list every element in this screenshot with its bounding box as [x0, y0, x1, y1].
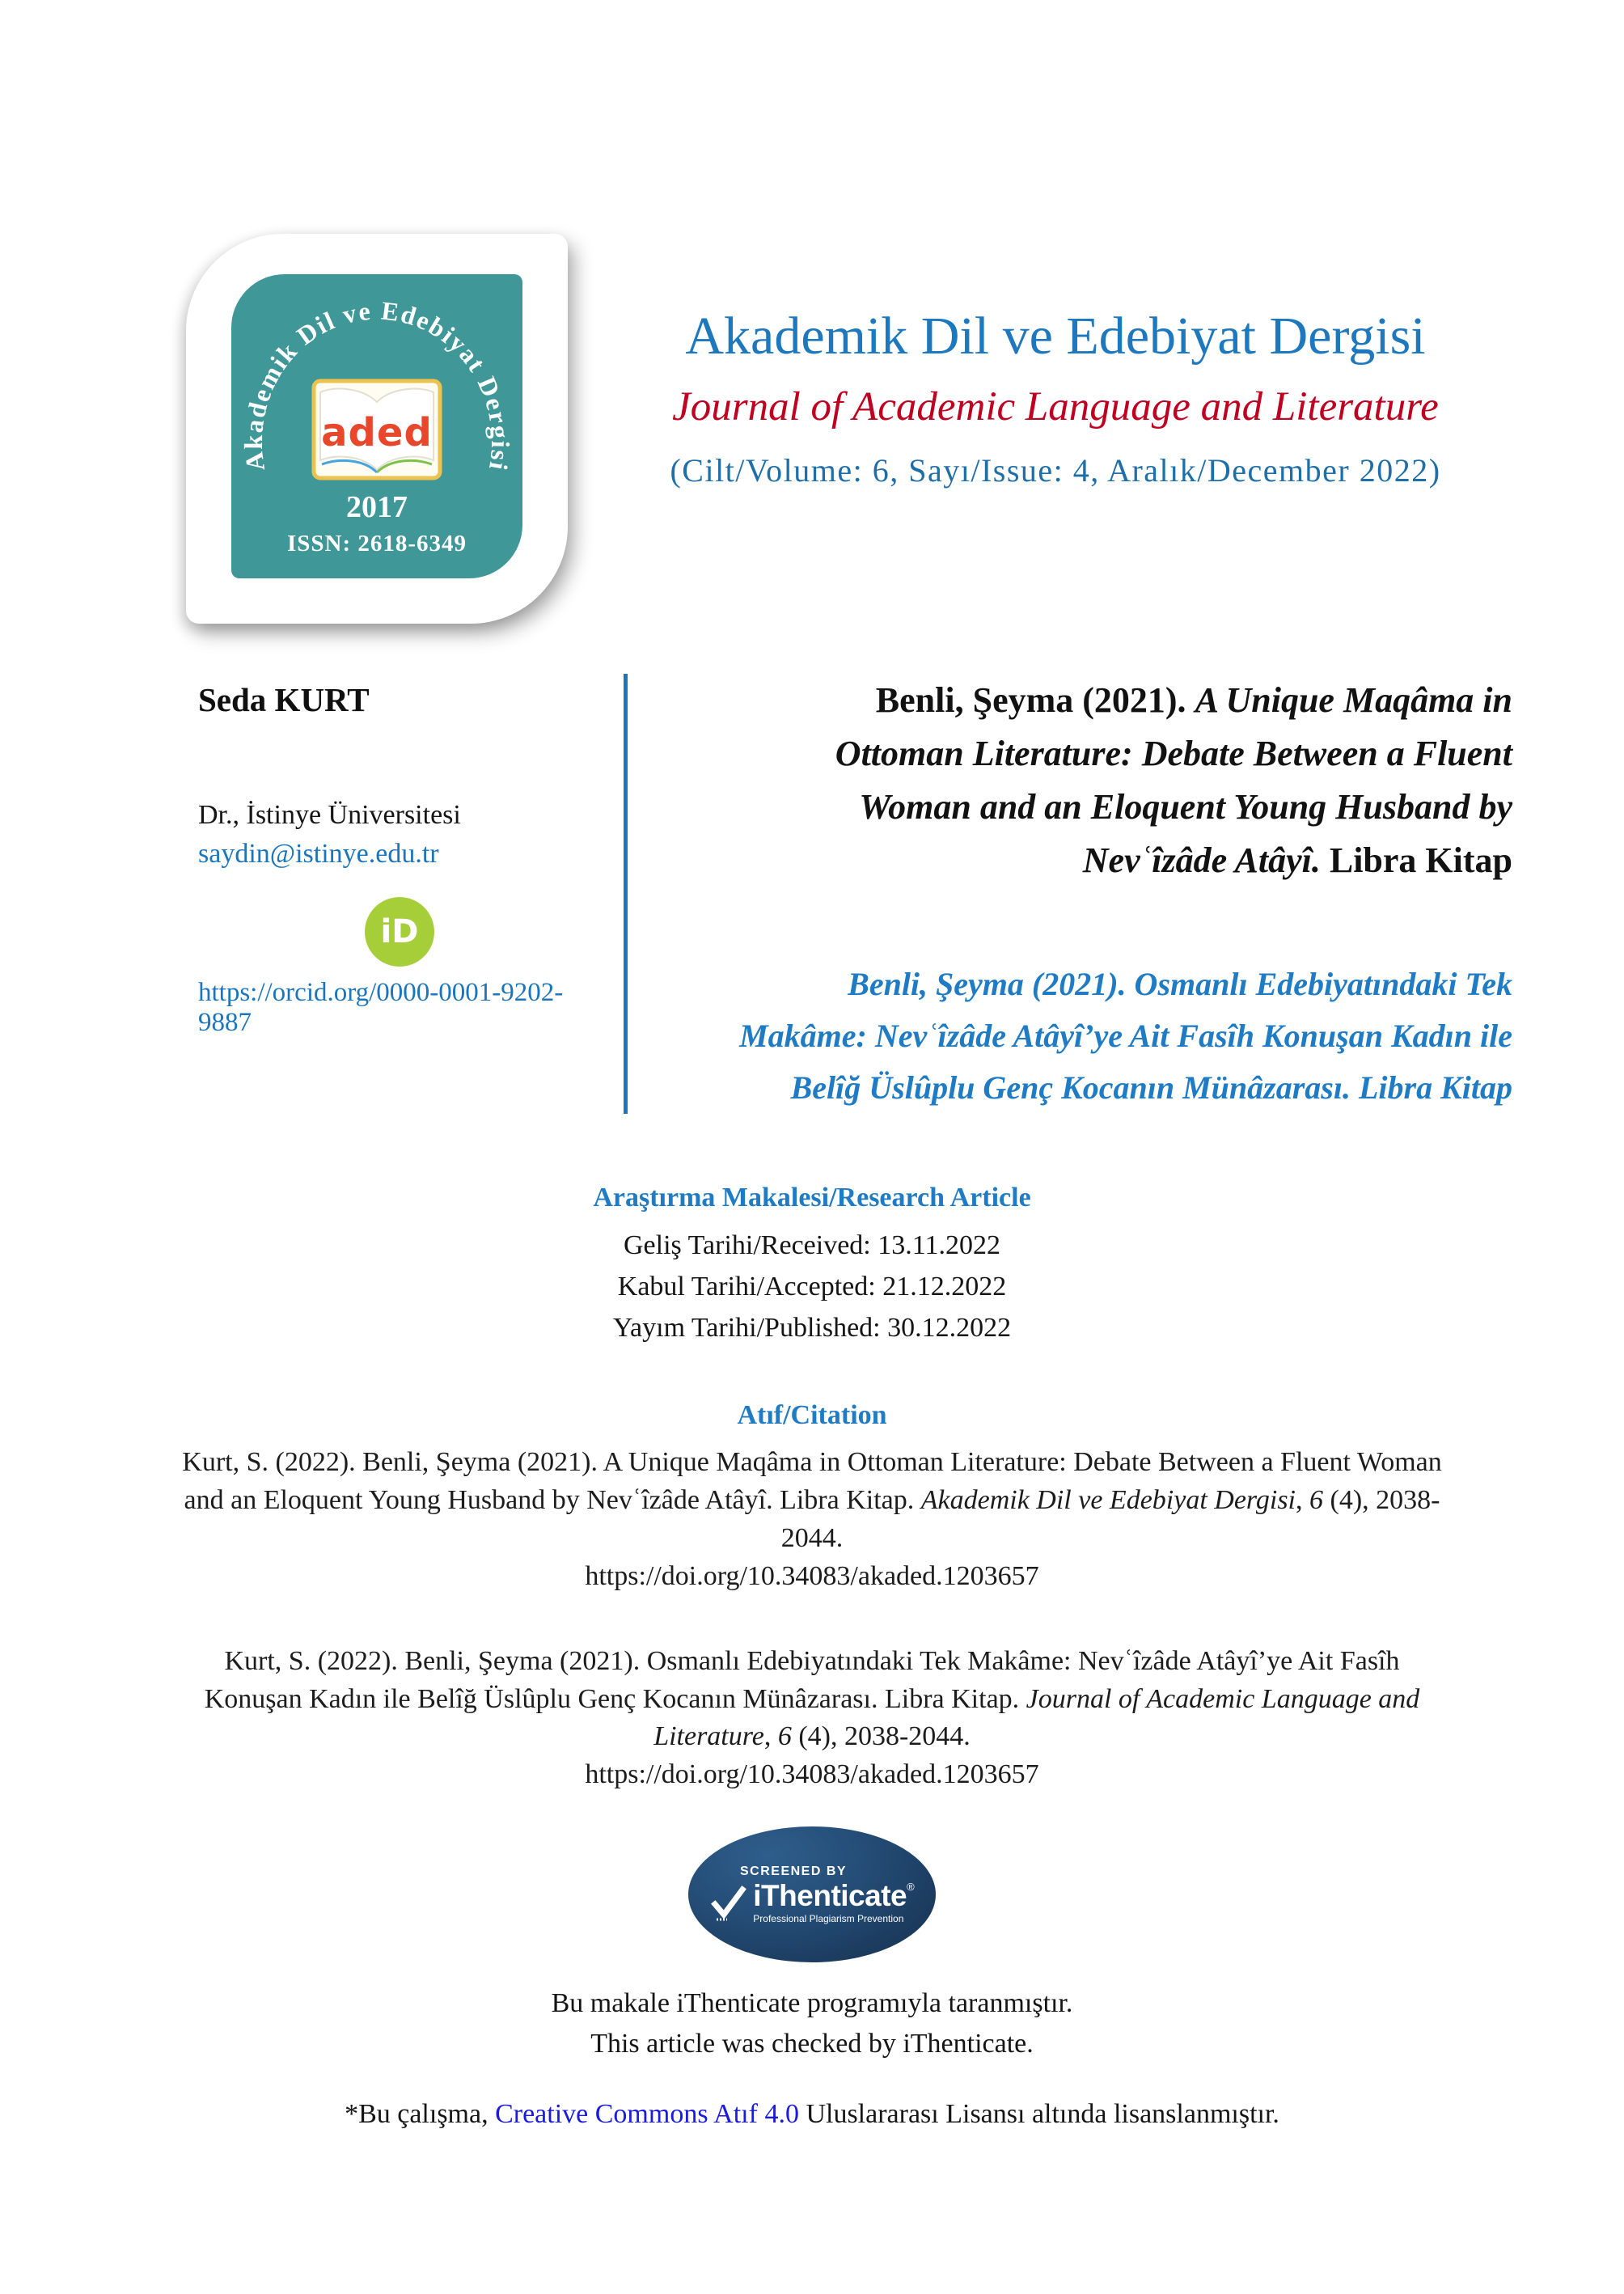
logo-teal-square: [231, 274, 522, 578]
license-prefix: *Bu çalışma,: [345, 2098, 496, 2129]
received-date: Geliş Tarihi/Received: 13.11.2022: [624, 1230, 1000, 1260]
ithenticate-row: [709, 1881, 914, 1924]
screened-by-label: SCREENED BY: [740, 1864, 848, 1879]
doi-text: https://doi.org/10.34083/akaded.1203657: [585, 1759, 1039, 1790]
citation-text: Kurt, S. (2022). Benli, Şeyma (2021). Osmanlı Edebiyatındaki Tek Makâme: Nevʿîzâde Atâyî’ye Ait Fasîh Konuşan Kadın ile Belîğ Üslûplu Genç Kocanın Münâzarası. Libra Kitap.: [204, 1645, 1400, 1714]
citation-volume: 6: [1309, 1484, 1323, 1515]
citation-journal-name: Akademik Dil ve Edebiyat Dergisi: [920, 1484, 1296, 1515]
doi-text: https://doi.org/10.34083/akaded.1203657: [585, 1560, 1039, 1591]
citation-journal-name: Journal of Academic Language and Literature: [653, 1683, 1420, 1752]
registered-mark: ®: [907, 1881, 915, 1894]
author-email-link[interactable]: saydin@istinye.edu.tr: [198, 839, 439, 869]
citation-separator: ,: [763, 1721, 778, 1752]
published-date: Yayım Tarihi/Published: 30.12.2022: [612, 1313, 1012, 1343]
issue-info: (Cilt/Volume: 6, Sayı/Issue: 4, Aralık/December 2022): [670, 452, 1441, 489]
article-title-tr: Benli, Şeyma (2021). Osmanlı Edebiyatındaki Tek Makâme: Nevʿîzâde Atâyî’ye Ait Fasîh Konuşan Kadın ile Belîğ Üslûplu Genç Kocanın Münâzarası. Libra Kitap: [739, 966, 1512, 1106]
ithenticate-name: iThenticate: [753, 1879, 907, 1913]
accepted-date: Kabul Tarihi/Accepted: 21.12.2022: [617, 1272, 1007, 1301]
orcid-icon[interactable]: [365, 897, 434, 967]
citation-apa-first: [173, 1444, 1451, 1596]
article-meta: [0, 1177, 1624, 1348]
title-column: [628, 674, 1512, 1114]
article-type: Araştırma Makalesi/Research Article: [593, 1183, 1031, 1213]
citation-block: [0, 1400, 1624, 1794]
logo-year: 2017: [346, 490, 408, 524]
citation-separator: ,: [1296, 1484, 1309, 1515]
logo-issn: ISSN: 2618-6349: [286, 531, 467, 557]
license-note: [0, 2099, 1624, 2130]
masthead-text: [568, 231, 1519, 489]
author-name: Seda KURT: [198, 681, 370, 718]
license-suffix: Uluslararası Lisansı altında lisanslanmıştır.: [798, 2098, 1279, 2129]
open-book-icon: [314, 381, 440, 478]
aded-logo-graphic: [231, 274, 522, 578]
scan-note-en: This article was checked by iThenticate.: [590, 2028, 1034, 2059]
citation-heading: Atıf/Citation: [737, 1400, 887, 1430]
orcid-icon-label: iD: [380, 913, 419, 950]
logo-acronym: aded: [321, 410, 433, 455]
ithenticate-wordmark: [753, 1881, 914, 1924]
author-affiliation: Dr., İstinye Üniversitesi: [198, 800, 461, 830]
author-block: [198, 674, 601, 1114]
scan-note-tr: Bu makale iThenticate programıyla taranmıştır.: [551, 1988, 1073, 2019]
journal-subtitle: Journal of Academic Language and Literature: [672, 384, 1439, 430]
orcid-link[interactable]: https://orcid.org/0000-0001-9202-9887: [198, 978, 564, 1037]
byline-row: [198, 674, 1512, 1114]
ithenticate-tagline: Professional Plagiarism Prevention: [753, 1913, 904, 1925]
journal-logo: [186, 234, 568, 624]
citation-pages: (4), 2038-2044.: [780, 1484, 1440, 1553]
logo-card: [186, 234, 568, 624]
cc-license-link[interactable]: Creative Commons Atıf 4.0: [495, 2098, 799, 2129]
citation-apa-second: [173, 1643, 1451, 1795]
scan-notes: [0, 1983, 1624, 2063]
journal-title: Akademik Dil ve Edebiyat Dergisi: [685, 307, 1426, 366]
masthead: [0, 0, 1624, 624]
logo-arc-text: Akademik Dil ve Edebiyat Dergisi: [238, 295, 516, 474]
ithenticate-badge: [688, 1826, 936, 1962]
article-title-en: Benli, Şeyma (2021). A Unique Maqâma in Ottoman Literature: Debate Between a Fluent Woman and an Eloquent Young Husband by Nevʿîzâde Atâyî. Libra Kitap: [835, 680, 1512, 880]
citation-pages: (4), 2038-2044.: [791, 1721, 971, 1752]
checkmark-icon: [709, 1883, 748, 1922]
citation-volume: 6: [777, 1721, 792, 1752]
citation-text: Kurt, S. (2022). Benli, Şeyma (2021). A Unique Maqâma in Ottoman Literature: Debate Between a Fluent Woman and an Eloquent Young Husband by Nevʿîzâde Atâyî. Libra Kitap.: [182, 1447, 1442, 1515]
